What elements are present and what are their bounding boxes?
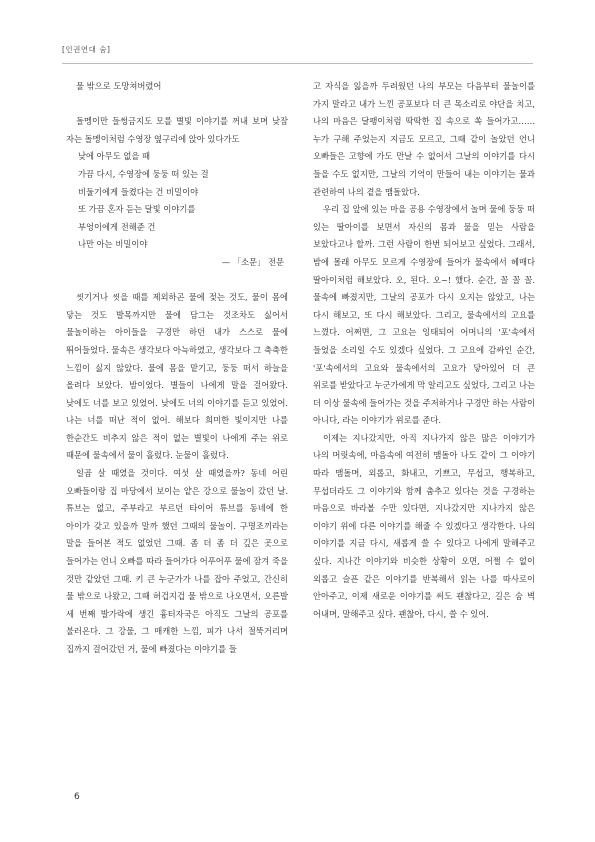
poem-quote: [66, 148, 288, 254]
body-paragraph: 이제는 지나갔지만, 아직 지나가지 않은 많은 이야기가 나의 머릿속에, 마음속에 여전히 맴돌아 나도 같이 그 이야기 따라 맴돌며, 외롭고, 화내고, 기쁘고, 무섭고, 행복하고, 무섭더라도 그 이야기와 함께 춤추고 있다는 것을 구경하는 마음으로 바라볼 수만 있다면, 지나갔지만 지나가지 않은 이야기 위에 다른 이야기를 해줄 수 있겠다고 생각한다. 나의 이야기를 지금 다시, 새롭게 쓸 수 있다고 나에게 말해주고 싶다. 지나간 이야기와 비슷한 상황이 오면, 어쩔 수 없이 외롭고 슬픈 같은 이야기를 반복해서 읽는 나를 따사로이 안아주고, 이제 새로운 이야기를 써도 괜찮다고, 길은 숨 벽 어내며, 말해주고 싶다. 괜찮아, 다시, 쓸 수 있어.: [313, 432, 535, 619]
poem-line: 비둘기에게 들켰다는 건 비밀이야: [78, 186, 199, 197]
left-column: [66, 78, 288, 659]
poem-line: 부엉이에게 전해준 건: [78, 221, 156, 232]
journal-header: [인권연대 숨]: [62, 45, 111, 54]
body-paragraph: 씻기거나 씻을 때를 제외하곤 물에 젖는 것도, 물이 몸에 닿는 것도 발목까지만 물에 담그는 것조차도 싫어서 물놀이하는 아이들을 구경만 하던 내가 스스로 물에 뛰어들었다. 물속은 생각보다 아늑하였고, 생각보다 그 축축한 느낌이 싫지 않았다. 물에 몸을 맡기고, 둥둥 떠서 하늘을 올려다 보았다. 밤이었다. 별들이 나에게 말을 걸어왔다. 낮에도 너를 보고 있었어. 낮에도 너의 이야기를 듣고 있었어. 나는 너를 떠난 적이 없어. 해보다 희미한 빛이지만 나를 한순간도 비추지 않은 적이 없는 별빛이 나에게 주는 위로 때문에 물속에서 물이 흘렀다. 눈물이 흘렀다.: [66, 292, 288, 461]
body-paragraph: 우리 집 앞에 있는 마을 공용 수영장에서 놀며 물에 둥둥 떠 있는 딸아이를 보면서 자신의 몸과 물을 믿는 사람을 보았다고나 할까. 그런 사람이 한번 되어보고 싶었다. 그래서, 밤에 몰래 아무도 모르게 수영장에 들어가 물속에서 헤매다 딸아이처럼 해보았다. 오, 된다. 오~! 했다. 순간, 꼴 꼴 꼴. 물속에 빠졌지만, 그날의 공포가 다시 오지는 않았고, 나는 다시 해보고, 또 다시 해보았다. 그리고, 물속에서의 고요를 느꼈다. 어쩌면, 그 고요는 잉태되어 어머니의 '포'속에서 들었을 소리일 수도 있겠다 싶었다. 그 고요에 감싸인 순간, '포'속에서의 고요와 물속에서의 고요가 닿아있어 더 큰 위로를 받았다고 누군가에게 막 알리고도 싶었다, 그리고 나는 더 이상 물속에 들어가는 것을 주저하거나 구경만 하는 사람이 아니다, 라는 이야기가 위로를 준다.: [313, 204, 535, 426]
poem-line: 나만 아는 비밀이야: [78, 239, 148, 250]
right-column: [313, 78, 535, 623]
header-rule: [62, 63, 533, 64]
body-paragraph: 일곱 살 때였을 것이다. 여섯 살 때였을까? 동네 어린 오빠들이랑 집 마당에서 보이는 얕은 강으로 물놀이 갔던 날. 튜브는 없고, 주부라고 부르던 타이어 튜브를 동네에 한 아이가 갖고 있을까 말까 했던 그때의 물놀이. 구명조끼라는 말을 들어본 적도 없었던 그때. 좀 더 좀 더 깊은 곳으로 들어가는 언니 오빠를 따라 들어가다 어푸어푸 물에 잠겨 죽을 것만 같았던 그때. 키 큰 누군가가 나를 잡아 주었고, 간신히 물 밖으로 나왔고, 그때 허겁지겁 물 밖으로 나오면서, 오른발 세 번째 발가락에 생긴 흉터자국은 아직도 그날의 공포를 불러온다. 그 강물, 그 매캐한 느낌, 피가 나서 절뚝거리며 집까지 걸어갔던 거, 물에 빠졌다는 이야기를 들: [66, 468, 288, 654]
poem-line: 또 가끔 혼자 듣는 달빛 이야기를: [78, 204, 196, 215]
poem-line: 낮에 아무도 없을 때: [78, 151, 151, 162]
poem-line: 가끔 다시, 수영장에 둥둥 떠 있는 걸: [78, 168, 209, 179]
body-paragraph: 고 자식을 잃을까 두려웠던 나의 부모는 다음부터 물놀이를 가지 말라고 내가 느낀 공포보다 더 큰 목소리로 야단을 치고, 나의 마음은 달팽이처럼 딱딱한 집 속으로 쏙 들어가고…… 누가 구해 주었는지 지금도 모르고, 그때 같이 놀았던 언니 오빠들은 고향에 가도 만날 수 없어서 그날의 이야기를 다시 들을 수도 없지만, 그날의 기억이 만들어 내는 이야기는 물과 관련하여 나의 곁을 맴돌았다.: [313, 81, 535, 197]
page-number: 6: [74, 792, 80, 802]
paragraph-intro: 돌멩이만 들썽금지도 모를 별빛 이야기를 꺼내 보며 낮잠 자는 돌멩이처럼 수영장 옆구리에 앉아 있다가도: [66, 116, 288, 144]
paragraph-continuation: 물 밖으로 도망쳐버렸어: [76, 81, 162, 91]
poem-attribution: — 「소문」 전문: [221, 256, 284, 267]
